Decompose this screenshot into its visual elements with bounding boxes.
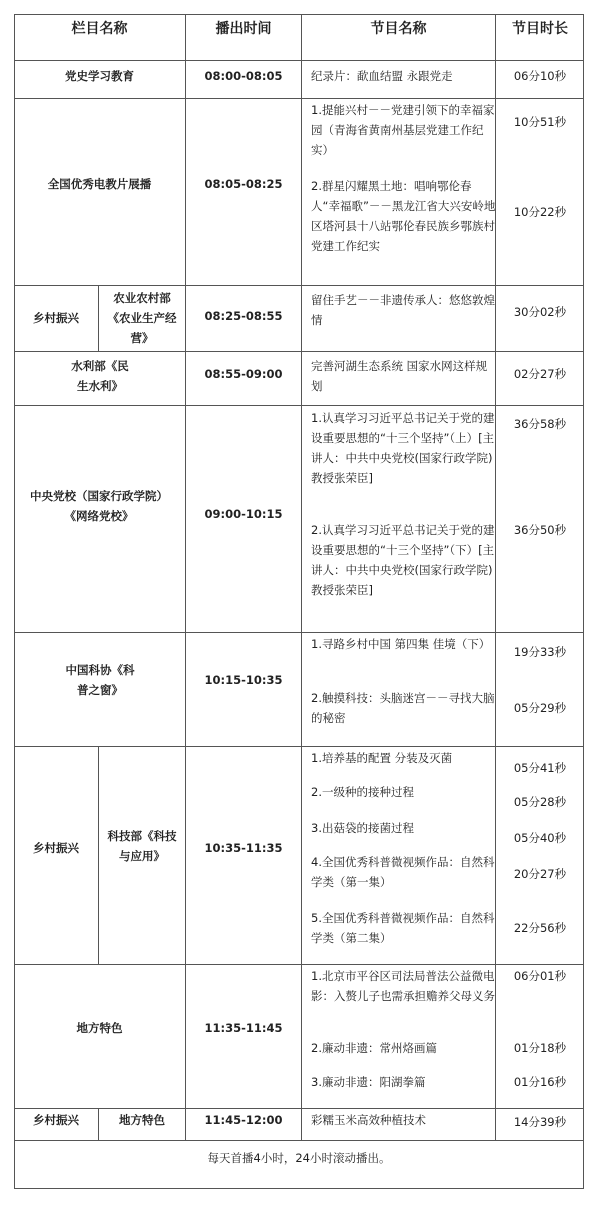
row-column-name: 地方特色: [76, 1021, 123, 1035]
program-duration: 05分29秒: [513, 701, 567, 715]
program-title: 彩糯玉米高效种植技术: [311, 1113, 426, 1127]
program-duration: 36分58秒: [513, 417, 567, 431]
program-title: 3.出菇袋的接菌过程: [311, 821, 414, 835]
row-divider: [14, 964, 584, 965]
row-divider: [14, 632, 584, 633]
row-divider: [14, 285, 584, 286]
row-sub-column-name: 农业农村部《农业生产经营》: [107, 291, 177, 345]
row-column-name: 党史学习教育: [65, 69, 134, 83]
program-duration: 19分33秒: [513, 645, 567, 659]
row-air-time: 08:05-08:25: [204, 177, 283, 191]
header-air-time: 播出时间: [215, 21, 272, 37]
program-duration: 01分18秒: [513, 1041, 567, 1055]
row-divider: [14, 1108, 584, 1109]
program-duration: 02分27秒: [513, 367, 567, 381]
program-title: 2.认真学习习近平总书记关于党的建设重要思想的“十三个坚持”（下）[主讲人：中共中央党校(国家行政学院)教授张荣臣]: [311, 523, 495, 597]
row-column-name: 全国优秀电教片展播: [47, 177, 152, 191]
row-sub-column-name: 科技部《科技与应用》: [107, 829, 177, 863]
program-title: 1.寻路乡村中国 第四集 佳境（下）: [311, 637, 491, 651]
row-column-name: 乡村振兴: [33, 841, 79, 855]
header-program-name: 节目名称: [370, 21, 427, 37]
program-title: 纪录片：歃血结盟 永跟党走: [311, 69, 453, 83]
program-title: 2.一级种的接种过程: [311, 785, 414, 799]
row-column-name: 中国科协《科普之窗》: [65, 663, 135, 697]
row-divider: [14, 405, 584, 406]
program-title: 1.认真学习习近平总书记关于党的建设重要思想的“十三个坚持”（上）[主讲人：中共中央党校(国家行政学院)教授张荣臣]: [311, 411, 495, 485]
row-divider: [14, 14, 584, 15]
program-duration: 10分51秒: [513, 115, 567, 129]
row-column-name: 乡村振兴: [33, 311, 79, 325]
program-title: 3.廉动非遗：阳湖拳篇: [311, 1075, 426, 1089]
row-divider: [14, 351, 584, 352]
column-divider: [301, 14, 302, 1140]
header-column-name: 栏目名称: [71, 21, 128, 37]
program-title: 1.培养基的配置 分装及灭菌: [311, 751, 453, 765]
program-title: 2.群星闪耀黑土地：唱响鄂伦春人“幸福歌”－－黑龙江省大兴安岭地区塔河县十八站鄂伦春民族乡鄂族村党建工作纪实: [311, 179, 496, 253]
row-column-name: 水利部《民生水利》: [71, 359, 129, 393]
program-duration: 05分40秒: [513, 831, 567, 845]
header-duration: 节目时长: [512, 21, 568, 37]
program-duration: 10分22秒: [513, 205, 567, 219]
program-duration: 30分02秒: [513, 305, 567, 319]
row-divider: [14, 1140, 584, 1141]
program-title: 留住手艺－－非遗传承人：悠悠敦煌情: [311, 293, 495, 327]
row-sub-column-name: 地方特色: [119, 1113, 165, 1127]
row-divider: [14, 60, 584, 61]
program-title: 5.全国优秀科普微视频作品：自然科学类（第二集）: [311, 911, 495, 945]
program-duration: 05分41秒: [513, 761, 567, 775]
program-duration: 36分50秒: [513, 523, 567, 537]
program-title: 4.全国优秀科普微视频作品：自然科学类（第一集）: [311, 855, 495, 889]
row-column-name: 中央党校（国家行政学院）《网络党校》: [30, 489, 168, 523]
row-air-time: 09:00-10:15: [204, 507, 283, 521]
row-divider: [14, 746, 584, 747]
row-air-time: 08:55-09:00: [204, 367, 283, 381]
row-air-time: 11:45-12:00: [204, 1113, 283, 1127]
program-duration: 06分01秒: [513, 969, 567, 983]
schedule-table: [14, 14, 584, 1189]
program-duration: 22分56秒: [513, 921, 567, 935]
row-air-time: 08:00-08:05: [204, 69, 283, 83]
program-title: 2.廉动非遗：常州烙画篇: [311, 1041, 437, 1055]
row-air-time: 11:35-11:45: [204, 1021, 283, 1035]
table-footer-note: 每天首播4小时，24小时滚动播出。: [207, 1151, 391, 1165]
row-air-time: 10:35-11:35: [204, 841, 283, 855]
program-title: 完善河湖生态系统 国家水网这样规划: [311, 359, 488, 393]
table-border-bottom: [14, 1188, 584, 1189]
program-duration: 06分10秒: [513, 69, 567, 83]
program-duration: 20分27秒: [513, 867, 567, 881]
program-title: 1.提能兴村－－党建引领下的幸福家园（青海省黄南州基层党建工作纪实）: [311, 103, 495, 157]
program-duration: 14分39秒: [513, 1115, 567, 1129]
table-border-right: [583, 14, 584, 1189]
program-duration: 01分16秒: [513, 1075, 567, 1089]
row-column-name: 乡村振兴: [33, 1113, 79, 1127]
sub-column-divider: [98, 285, 99, 351]
sub-column-divider: [98, 746, 99, 964]
row-divider: [14, 98, 584, 99]
program-duration: 05分28秒: [513, 795, 567, 809]
row-air-time: 08:25-08:55: [204, 309, 283, 323]
row-air-time: 10:15-10:35: [204, 673, 283, 687]
program-title: 2.触摸科技：头脑迷宫－－寻找大脑的秘密: [311, 691, 495, 725]
program-title: 1.北京市平谷区司法局普法公益微电影：入赘儿子也需承担赡养父母义务: [311, 969, 495, 1003]
